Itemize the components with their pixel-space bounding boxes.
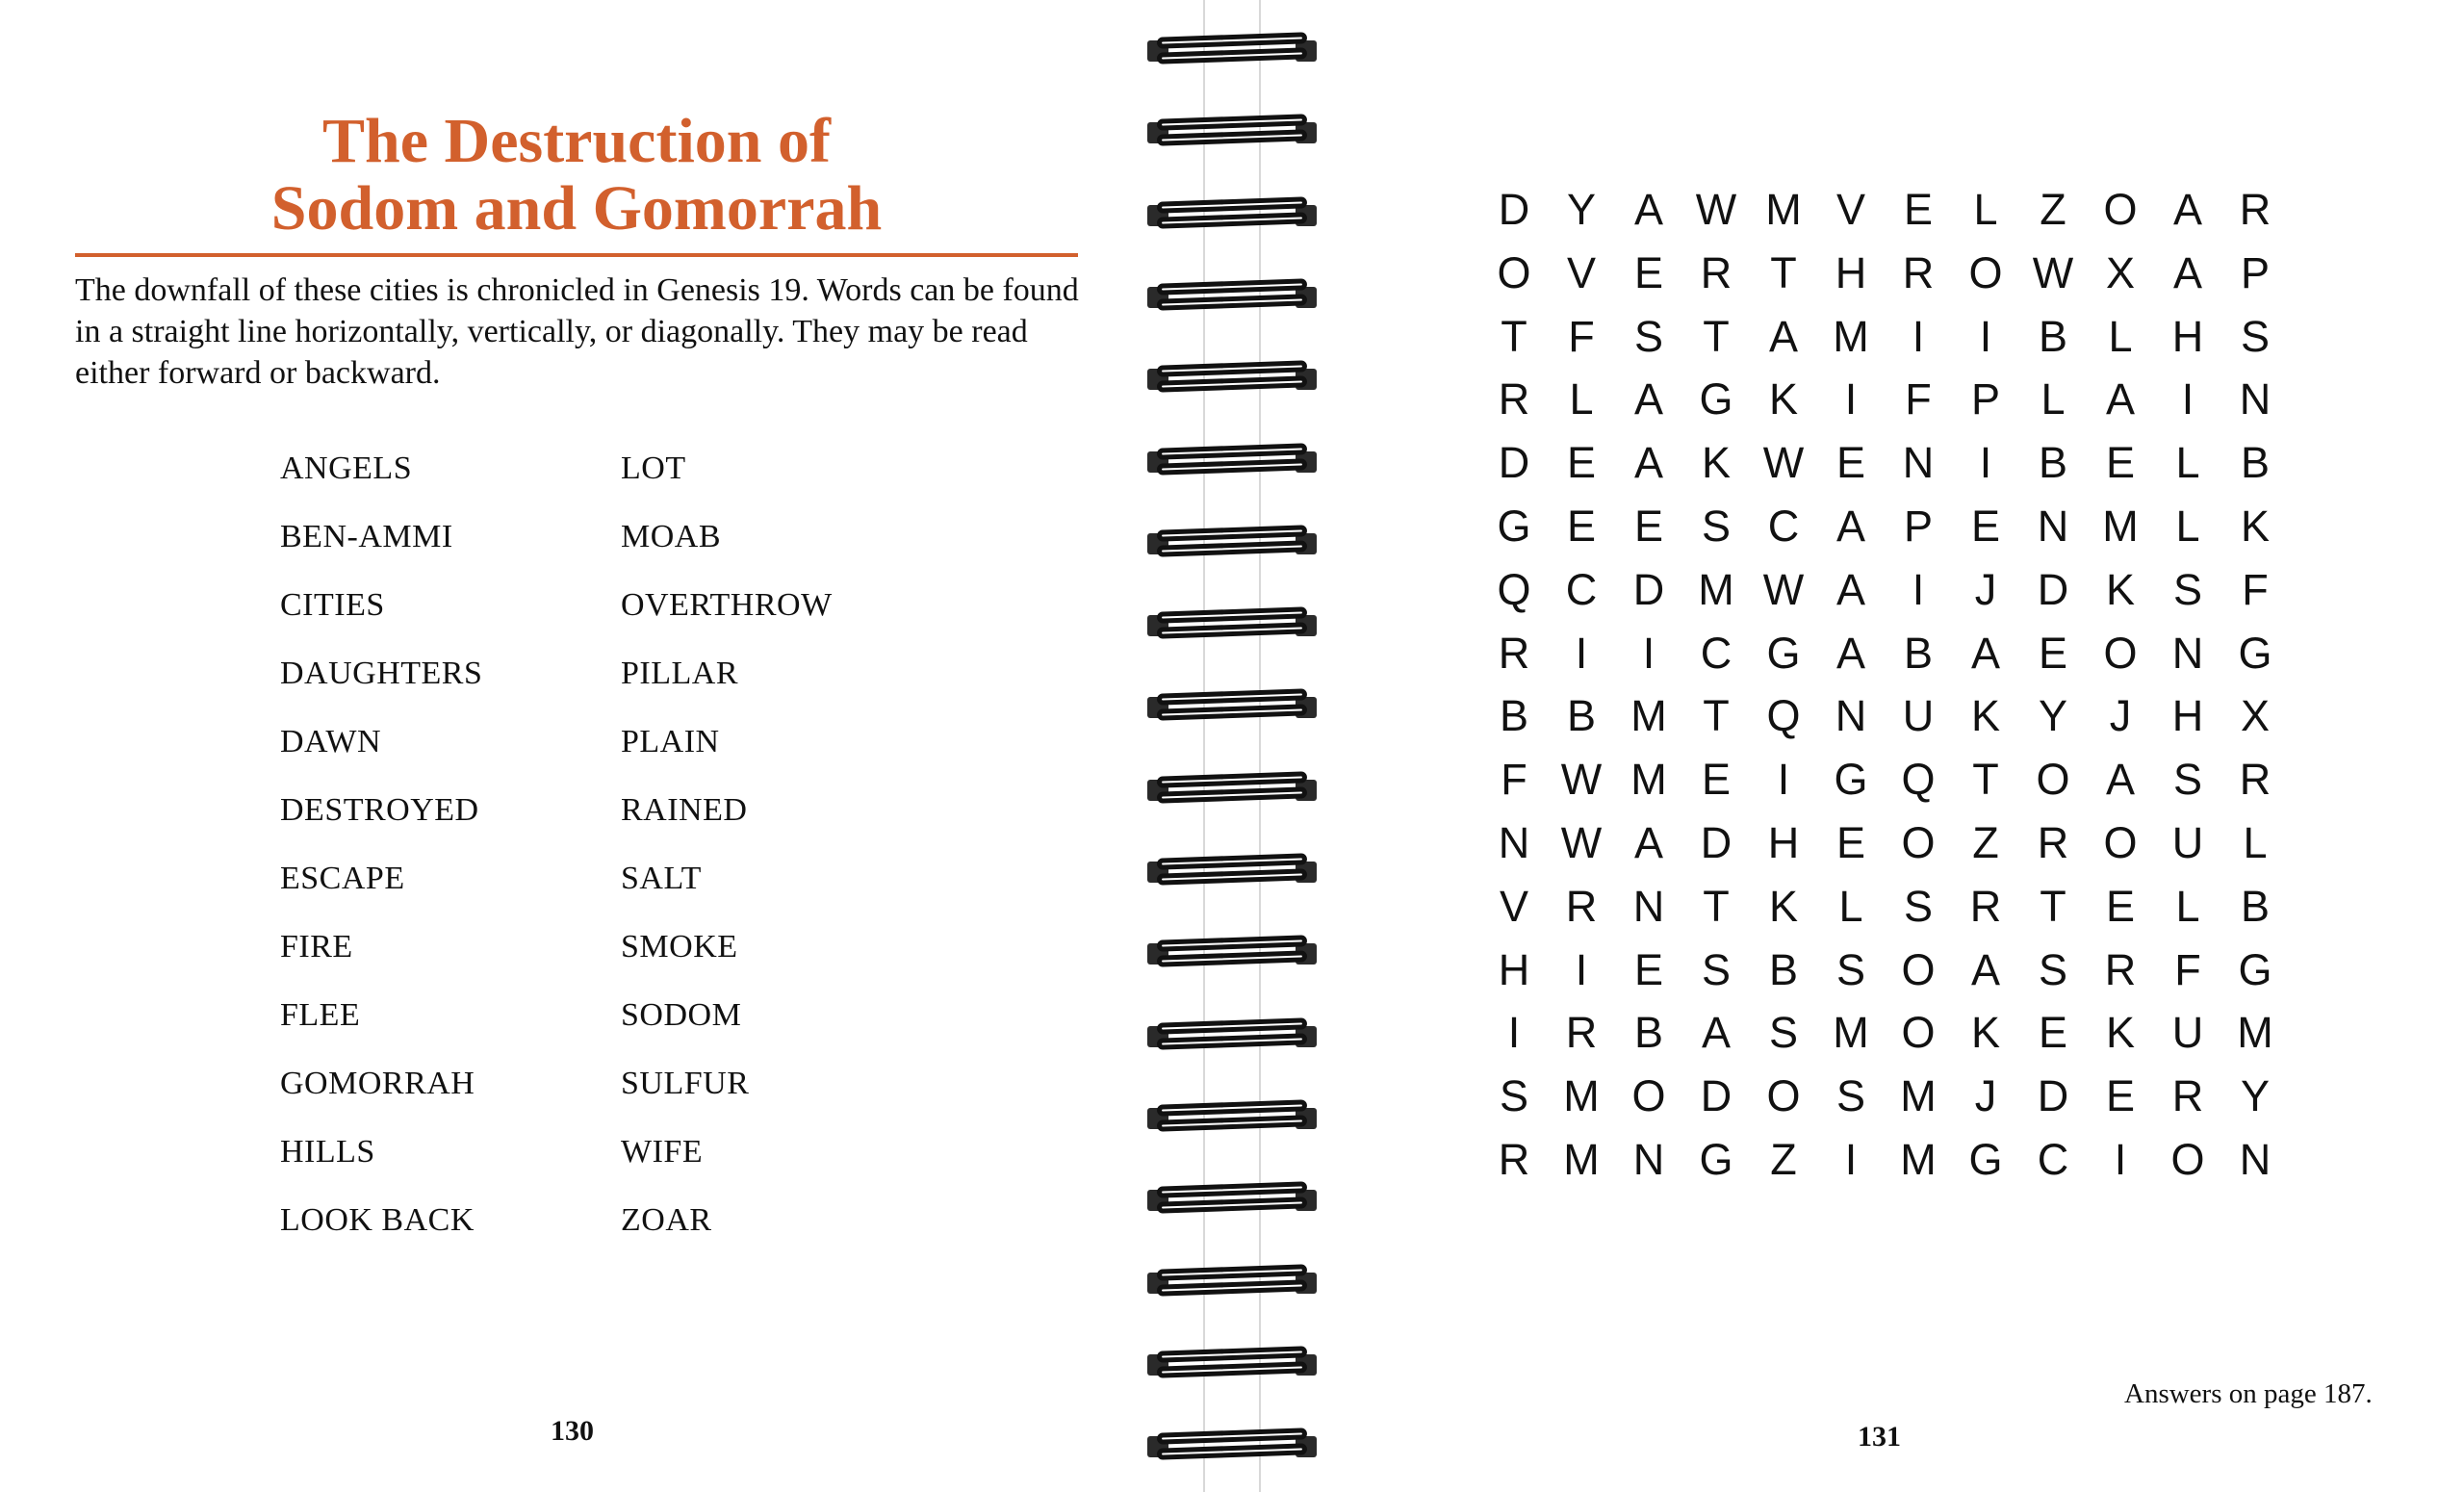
grid-letter: S [1835, 944, 1865, 994]
grid-letter: S [1499, 1071, 1528, 1121]
grid-letter: N [1902, 438, 1935, 488]
grid-letter: I [2114, 1134, 2127, 1184]
grid-letter: L [2108, 311, 2133, 361]
grid-letter: S [2172, 564, 2202, 614]
grid-letter: E [1701, 755, 1731, 805]
grid-letter: U [2171, 817, 2204, 867]
grid-letter: W [1695, 185, 1737, 234]
coil-wire [1157, 1443, 1307, 1459]
grid-row [1480, 748, 2289, 811]
grid-letter: R [2171, 1071, 2204, 1121]
grid-letter: D [1498, 185, 1530, 234]
grid-letter: A [2105, 374, 2135, 424]
grid-letter: O [1497, 247, 1531, 297]
page-number-right: 131 [1858, 1421, 1901, 1453]
grid-letter: H [2171, 691, 2204, 741]
grid-letter: B [1768, 944, 1798, 994]
grid-letter: M [1833, 311, 1869, 361]
grid-letter: T [1972, 755, 1999, 805]
grid-letter: N [1632, 881, 1665, 931]
binding-coil [1145, 604, 1319, 646]
grid-letter: P [1903, 501, 1933, 551]
word-list-item: LOT [621, 450, 686, 486]
grid-letter: I [1642, 628, 1656, 678]
word-list-item: SULFUR [621, 1066, 750, 1101]
binding-coil [1145, 1096, 1319, 1139]
grid-letter: A [1970, 628, 2000, 678]
coil-wire [1157, 622, 1307, 638]
grid-letter: T [1703, 311, 1730, 361]
grid-letter: R [2239, 755, 2272, 805]
grid-letter: E [2105, 881, 2135, 931]
coil-wire [1157, 786, 1307, 803]
word-list-item: ANGELS [280, 450, 413, 486]
coil-wire [1157, 47, 1307, 64]
grid-letter: E [1633, 501, 1663, 551]
grid-letter: L [2175, 501, 2200, 551]
word-list-item: SODOM [621, 997, 742, 1033]
grid-letter: A [1633, 185, 1663, 234]
grid-letter: Z [1770, 1134, 1797, 1184]
grid-letter: H [1835, 247, 1867, 297]
grid-row [1480, 1001, 2289, 1065]
grid-letter: I [2181, 374, 2194, 424]
coil-wire [1157, 1099, 1307, 1116]
grid-letter: E [2105, 438, 2135, 488]
grid-letter: L [2243, 817, 2268, 867]
grid-letter: K [1701, 438, 1731, 488]
puzzle-instructions: The downfall of these cities is chronicled in Genesis 19. Words can be found in a straight line horizontally, vertically, or diagonally. They may be read either forward or backward. [75, 272, 1079, 391]
grid-letter: I [1777, 755, 1790, 805]
binding-coil [1145, 932, 1319, 974]
grid-letter: I [1844, 1134, 1858, 1184]
grid-letter: G [1699, 1134, 1733, 1184]
grid-letter: L [1973, 185, 1998, 234]
grid-letter: D [1498, 438, 1530, 488]
grid-letter: A [1835, 501, 1865, 551]
grid-letter: G [1968, 1134, 2003, 1184]
grid-letter: A [1835, 628, 1865, 678]
word-list-item: FIRE [280, 929, 353, 965]
coil-wire [1157, 1264, 1307, 1280]
grid-letter: Y [1566, 185, 1596, 234]
grid-row [1480, 495, 2289, 558]
grid-letter: K [1768, 881, 1798, 931]
coil-wire [1157, 1181, 1307, 1197]
grid-letter: O [2103, 628, 2138, 678]
grid-letter: J [2109, 691, 2132, 741]
binding-coil [1145, 1178, 1319, 1221]
grid-row [1480, 368, 2289, 431]
grid-row [1480, 431, 2289, 495]
grid-letter: R [1498, 1134, 1530, 1184]
grid-letter: P [2240, 247, 2270, 297]
grid-letter: G [2238, 628, 2272, 678]
grid-letter: I [1912, 564, 1925, 614]
coil-wire [1157, 936, 1307, 952]
title-line-2: Sodom and Gomorrah [270, 173, 883, 244]
grid-letter: R [1498, 374, 1530, 424]
coil-wire [1157, 868, 1307, 885]
word-list-item: DAUGHTERS [280, 656, 483, 691]
grid-letter: A [1701, 1008, 1731, 1058]
binding-coil [1145, 29, 1319, 71]
coil-wire [1157, 1428, 1307, 1444]
grid-letter: M [1563, 1071, 1600, 1121]
grid-letter: N [1835, 691, 1867, 741]
grid-letter: E [2105, 1071, 2135, 1121]
grid-letter: K [2240, 501, 2270, 551]
coil-wire [1157, 360, 1307, 376]
grid-letter: A [1633, 817, 1663, 867]
grid-row [1480, 684, 2289, 748]
grid-letter: R [1700, 247, 1732, 297]
coil-wire [1157, 771, 1307, 787]
grid-letter: T [1501, 311, 1527, 361]
grid-letter: N [2037, 501, 2069, 551]
grid-letter: O [1901, 1008, 1936, 1058]
grid-letter: M [1833, 1008, 1869, 1058]
coil-wire [1157, 196, 1307, 213]
grid-letter: O [1901, 944, 1936, 994]
grid-letter: D [2037, 1071, 2069, 1121]
grid-letter: B [2240, 881, 2270, 931]
grid-letter: B [1903, 628, 1933, 678]
answers-note: Answers on page 187. [2124, 1378, 2373, 1409]
word-list-item: ESCAPE [280, 861, 405, 896]
grid-letter: B [2240, 438, 2270, 488]
coil-wire [1157, 278, 1307, 295]
grid-letter: L [1838, 881, 1863, 931]
grid-letter: A [2172, 185, 2202, 234]
grid-letter: W [1762, 564, 1805, 614]
grid-row [1480, 178, 2289, 242]
word-list-column-1 [280, 445, 482, 1265]
letter-grid [1480, 178, 2289, 1192]
grid-letter: V [1499, 881, 1528, 931]
grid-letter: O [1901, 817, 1936, 867]
grid-letter: N [1498, 817, 1530, 867]
coil-wire [1157, 705, 1307, 721]
grid-letter: S [2038, 944, 2067, 994]
word-list-item: CITIES [280, 587, 385, 623]
grid-letter: E [1835, 438, 1865, 488]
binding-coil [1145, 357, 1319, 399]
word-list-item: PILLAR [621, 656, 738, 691]
word-list-item: FLEE [280, 997, 361, 1033]
grid-letter: O [1968, 247, 2003, 297]
grid-letter: S [1835, 1071, 1865, 1121]
grid-letter: M [2102, 501, 2139, 551]
grid-letter: D [1700, 1071, 1732, 1121]
grid-letter: N [2239, 1134, 2272, 1184]
grid-letter: B [1566, 691, 1596, 741]
coil-wire [1157, 606, 1307, 623]
grid-letter: K [2105, 564, 2135, 614]
grid-letter: U [1902, 691, 1935, 741]
grid-letter: N [1632, 1134, 1665, 1184]
left-page [0, 0, 1203, 1492]
grid-letter: R [2037, 817, 2069, 867]
grid-letter: B [2038, 438, 2067, 488]
grid-letter: Z [2040, 185, 2066, 234]
grid-letter: I [1575, 944, 1588, 994]
coil-wire [1157, 525, 1307, 541]
grid-letter: I [1979, 438, 1992, 488]
word-list-item: DAWN [280, 724, 382, 759]
grid-letter: I [1507, 1008, 1521, 1058]
title-underline [75, 253, 1078, 257]
grid-row [1480, 305, 2289, 369]
grid-letter: S [1768, 1008, 1798, 1058]
grid-letter: S [2172, 755, 2202, 805]
word-list-item: GOMORRAH [280, 1066, 475, 1101]
grid-letter: T [1703, 881, 1730, 931]
grid-letter: W [1762, 438, 1805, 488]
grid-letter: M [2237, 1008, 2273, 1058]
grid-letter: L [1569, 374, 1594, 424]
grid-letter: E [1970, 501, 2000, 551]
grid-letter: C [1565, 564, 1598, 614]
coil-wire [1157, 1033, 1307, 1049]
grid-letter: B [1633, 1008, 1663, 1058]
grid-letter: E [2038, 628, 2067, 678]
word-list-item: WIFE [621, 1134, 704, 1170]
grid-letter: H [2171, 311, 2204, 361]
grid-letter: P [1970, 374, 2000, 424]
grid-letter: T [1770, 247, 1797, 297]
binding-coil [1145, 1343, 1319, 1385]
grid-letter: O [2036, 755, 2070, 805]
grid-letter: L [2175, 881, 2200, 931]
binding-coil [1145, 111, 1319, 153]
grid-letter: J [1974, 564, 1997, 614]
grid-letter: E [1633, 247, 1663, 297]
grid-letter: V [1566, 247, 1596, 297]
binding-coil [1145, 685, 1319, 728]
grid-letter: M [1563, 1134, 1600, 1184]
coil-wire [1157, 1196, 1307, 1213]
coil-wire [1157, 130, 1307, 146]
grid-letter: A [1633, 374, 1663, 424]
grid-row [1480, 558, 2289, 622]
word-list-item: ZOAR [621, 1202, 712, 1238]
coil-wire [1157, 212, 1307, 228]
grid-letter: G [2238, 944, 2272, 994]
grid-letter: A [2105, 755, 2135, 805]
grid-letter: R [1565, 1008, 1598, 1058]
word-list-item: OVERTHROW [621, 587, 833, 623]
binding-coil [1145, 1015, 1319, 1057]
grid-letter: Y [2038, 691, 2067, 741]
grid-letter: O [2170, 1134, 2205, 1184]
grid-letter: B [2038, 311, 2067, 361]
page-number-left: 130 [551, 1415, 594, 1447]
word-list-item: HILLS [280, 1134, 375, 1170]
grid-letter: E [1566, 438, 1596, 488]
grid-letter: A [1633, 438, 1663, 488]
grid-letter: G [1834, 755, 1868, 805]
grid-letter: M [1630, 755, 1667, 805]
word-list-item: PLAIN [621, 724, 720, 759]
grid-letter: R [2104, 944, 2137, 994]
grid-letter: L [2175, 438, 2200, 488]
grid-row [1480, 242, 2289, 305]
word-list-item: MOAB [621, 519, 722, 554]
grid-letter: K [2105, 1008, 2135, 1058]
grid-letter: M [1765, 185, 1802, 234]
coil-wire [1157, 1115, 1307, 1131]
grid-letter: D [2037, 564, 2069, 614]
grid-letter: X [2240, 691, 2270, 741]
binding-coil [1145, 522, 1319, 564]
grid-letter: F [1501, 755, 1527, 805]
grid-letter: Y [2240, 1071, 2270, 1121]
grid-letter: K [1768, 374, 1798, 424]
grid-letter: C [1767, 501, 1800, 551]
grid-letter: M [1900, 1134, 1937, 1184]
grid-letter: F [1905, 374, 1932, 424]
puzzle-title [75, 108, 1078, 243]
grid-row [1480, 1128, 2289, 1192]
coil-wire [1157, 689, 1307, 706]
coil-wire [1157, 540, 1307, 556]
coil-wire [1157, 1361, 1307, 1377]
grid-letter: H [1498, 944, 1530, 994]
grid-letter: F [2174, 944, 2201, 994]
word-list-column-2 [621, 445, 833, 1265]
grid-letter: N [2171, 628, 2204, 678]
grid-letter: F [2242, 564, 2269, 614]
grid-letter: W [1560, 755, 1603, 805]
grid-letter: H [1767, 817, 1800, 867]
grid-row [1480, 811, 2289, 875]
coil-wire [1157, 1346, 1307, 1362]
grid-letter: Q [1497, 564, 1531, 614]
grid-row [1480, 622, 2289, 685]
grid-row [1480, 1065, 2289, 1128]
coil-wire [1157, 458, 1307, 475]
binding-coil [1145, 1261, 1319, 1303]
grid-letter: I [1912, 311, 1925, 361]
word-list-item: LOOK BACK [280, 1202, 475, 1238]
grid-letter: E [1633, 944, 1663, 994]
binding-coil [1145, 275, 1319, 318]
grid-letter: O [2103, 185, 2138, 234]
grid-letter: Z [1972, 817, 1999, 867]
grid-letter: O [1631, 1071, 1666, 1121]
grid-letter: L [2040, 374, 2066, 424]
grid-letter: I [1979, 311, 1992, 361]
coil-wire [1157, 951, 1307, 967]
coil-wire [1157, 32, 1307, 48]
coil-wire [1157, 853, 1307, 869]
grid-letter: S [2240, 311, 2270, 361]
title-line-1: The Destruction of [322, 106, 831, 176]
coil-wire [1157, 294, 1307, 310]
grid-letter: G [1766, 628, 1801, 678]
grid-letter: R [1498, 628, 1530, 678]
grid-row [1480, 939, 2289, 1002]
grid-letter: A [1768, 311, 1798, 361]
grid-letter: W [2032, 247, 2074, 297]
grid-letter: O [2103, 817, 2138, 867]
spiral-binding [1145, 0, 1319, 1492]
grid-letter: A [2172, 247, 2202, 297]
word-list-item: BEN-AMMI [280, 519, 453, 554]
grid-letter: J [1974, 1071, 1997, 1121]
grid-letter: U [2171, 1008, 2204, 1058]
grid-letter: I [1575, 628, 1588, 678]
grid-letter: S [1903, 881, 1933, 931]
coil-wire [1157, 115, 1307, 131]
grid-letter: E [1903, 185, 1933, 234]
grid-letter: F [1568, 311, 1595, 361]
grid-letter: G [1699, 374, 1733, 424]
coil-wire [1157, 1279, 1307, 1296]
grid-row [1480, 875, 2289, 939]
grid-letter: Q [1901, 755, 1936, 805]
grid-letter: M [1900, 1071, 1937, 1121]
grid-letter: B [1499, 691, 1528, 741]
word-list-item: SMOKE [621, 929, 738, 965]
grid-letter: E [1835, 817, 1865, 867]
grid-letter: Q [1766, 691, 1801, 741]
grid-letter: N [2239, 374, 2272, 424]
grid-letter: D [1700, 817, 1732, 867]
grid-letter: X [2105, 247, 2135, 297]
grid-letter: V [1835, 185, 1865, 234]
grid-letter: E [1566, 501, 1596, 551]
word-list-item: DESTROYED [280, 792, 479, 828]
grid-letter: W [1560, 817, 1603, 867]
grid-letter: M [1698, 564, 1734, 614]
grid-letter: M [1630, 691, 1667, 741]
grid-letter: G [1497, 501, 1531, 551]
grid-letter: C [1700, 628, 1732, 678]
grid-letter: I [1844, 374, 1858, 424]
word-list-item: SALT [621, 861, 702, 896]
grid-letter: K [1970, 1008, 2000, 1058]
binding-coil [1145, 850, 1319, 892]
grid-letter: C [2037, 1134, 2069, 1184]
grid-letter: K [1970, 691, 2000, 741]
grid-letter: S [1701, 944, 1731, 994]
grid-letter: E [2038, 1008, 2067, 1058]
grid-letter: A [1835, 564, 1865, 614]
binding-coil [1145, 193, 1319, 236]
grid-letter: R [1969, 881, 2002, 931]
binding-coil [1145, 768, 1319, 810]
grid-letter: R [1565, 881, 1598, 931]
binding-coil [1145, 1425, 1319, 1467]
grid-letter: D [1632, 564, 1665, 614]
grid-letter: T [2040, 881, 2066, 931]
word-list-item: RAINED [621, 792, 748, 828]
grid-letter: O [1766, 1071, 1801, 1121]
grid-letter: R [2239, 185, 2272, 234]
coil-wire [1157, 375, 1307, 392]
grid-letter: A [1970, 944, 2000, 994]
grid-letter: R [1902, 247, 1935, 297]
binding-coil [1145, 440, 1319, 482]
grid-letter: T [1703, 691, 1730, 741]
grid-letter: S [1701, 501, 1731, 551]
coil-wire [1157, 1017, 1307, 1034]
grid-letter: S [1633, 311, 1663, 361]
coil-wire [1157, 443, 1307, 459]
